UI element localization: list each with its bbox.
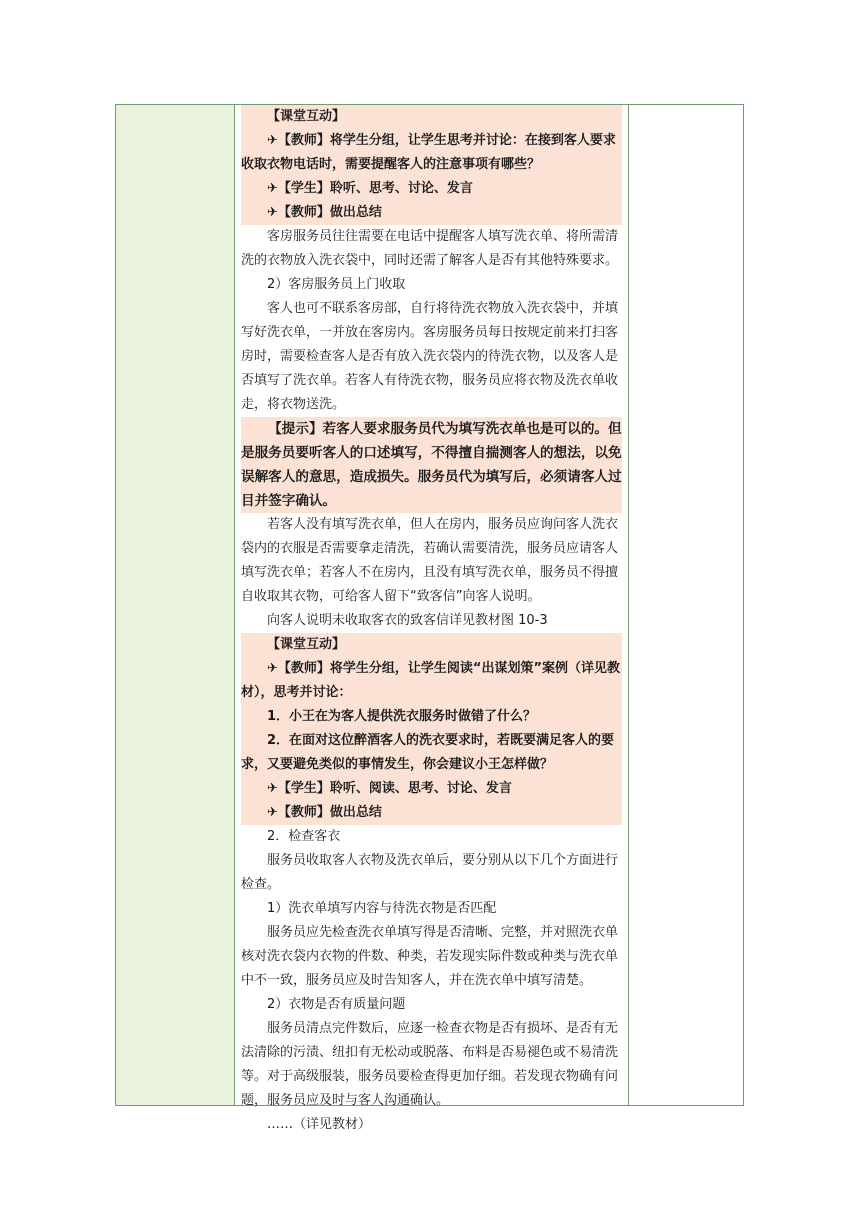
paragraph-text: 若客人没有填写洗衣单，但人在房内，服务员应询问客人洗衣袋内的衣服是否需要拿走清洗，若确认需要清洗，服务员应请客人填写洗衣单；若客人不在房内，且没有填写洗衣单，服务员不得擅自收取其衣物，可给客人留下“致客信”向客人说明。 bbox=[241, 517, 619, 604]
paragraph bbox=[241, 849, 622, 897]
paragraph-text: 1．小王在为客人提供洗衣服务时做错了什么？ bbox=[267, 709, 537, 724]
paragraph-text: 服务员收取客人衣物及洗衣单后，要分别从以下几个方面进行检查。 bbox=[241, 853, 619, 892]
plane-icon: ✈ bbox=[267, 181, 278, 196]
paragraph-text: 2）客房服务员上门收取 bbox=[267, 277, 406, 292]
plane-icon: ✈ bbox=[267, 805, 278, 820]
left-column bbox=[116, 105, 235, 1105]
paragraph-text: 【学生】聆听、阅读、思考、讨论、发言 bbox=[277, 781, 512, 796]
paragraph bbox=[241, 1113, 622, 1137]
plane-icon: ✈ bbox=[267, 781, 278, 796]
paragraph-text: 【提示】若客人要求服务员代为填写洗衣单也是可以的。但是服务员要听客人的口述填写，不得擅自揣测客人的想法，以免误解客人的意思，造成损失。服务员代为填写后，必须请客人过目并签字确认。 bbox=[241, 421, 622, 509]
paragraph bbox=[241, 897, 622, 921]
paragraph-text: 客人也可不联系客房部，自行将待洗衣物放入洗衣袋中，并填写好洗衣单，一并放在客房内。客房服务员每日按规定前来打扫客房时，需要检查客人是否有放入洗衣袋内的待洗衣物，以及客人是否填写了洗衣单。若客人有待洗衣物，服务员应将衣物及洗衣单收走，将衣物送洗。 bbox=[241, 301, 619, 412]
highlighted-paragraph bbox=[241, 417, 622, 513]
lesson-content bbox=[241, 105, 622, 1137]
paragraph bbox=[241, 825, 622, 849]
plane-icon: ✈ bbox=[267, 661, 278, 676]
paragraph-text: 向客人说明未收取客衣的致客信详见教材图 10-3 bbox=[267, 613, 548, 628]
paragraph-text: 【教师】做出总结 bbox=[277, 205, 382, 220]
paragraph-text: 服务员清点完件数后，应逐一检查衣物是否有损坏、是否有无法清除的污渍、纽扣有无松动或脱落、布料是否易褪色或不易清洗等。对于高级服装，服务员要检查得更加仔细。若发现衣物确有问题，服务员应及时与客人沟通确认。 bbox=[241, 1021, 619, 1108]
highlighted-paragraph bbox=[241, 129, 622, 177]
highlighted-paragraph bbox=[241, 801, 622, 825]
plane-icon: ✈ bbox=[267, 133, 278, 148]
paragraph-text: 【课堂互动】 bbox=[267, 109, 346, 124]
paragraph bbox=[241, 921, 622, 993]
paragraph bbox=[241, 1017, 622, 1113]
highlighted-paragraph bbox=[241, 777, 622, 801]
paragraph-text: 【课堂互动】 bbox=[267, 637, 346, 652]
highlighted-paragraph bbox=[241, 633, 622, 657]
paragraph bbox=[241, 273, 622, 297]
paragraph-text: 【教师】将学生分组，让学生阅读“出谋划策”案例（详见教材），思考并讨论： bbox=[241, 661, 620, 700]
paragraph bbox=[241, 225, 622, 273]
highlighted-paragraph bbox=[241, 657, 622, 705]
paragraph-text: ……（详见教材） bbox=[267, 1117, 372, 1132]
paragraph bbox=[241, 513, 622, 609]
plane-icon: ✈ bbox=[267, 205, 278, 220]
paragraph-text: 【学生】聆听、思考、讨论、发言 bbox=[277, 181, 473, 196]
paragraph-text: 客房服务员往往需要在电话中提醒客人填写洗衣单、将所需清洗的衣物放入洗衣袋中，同时还需了解客人是否有其他特殊要求。 bbox=[241, 229, 619, 268]
highlighted-paragraph bbox=[241, 105, 622, 129]
paragraph-text: 2．检查客衣 bbox=[267, 829, 341, 844]
paragraph-text: 【教师】做出总结 bbox=[277, 805, 382, 820]
paragraph bbox=[241, 609, 622, 633]
paragraph-text: 2）衣物是否有质量问题 bbox=[267, 997, 406, 1012]
paragraph-text: 【教师】将学生分组，让学生思考并讨论：在接到客人要求收取衣物电话时，需要提醒客人的注意事项有哪些？ bbox=[241, 133, 616, 172]
paragraph bbox=[241, 993, 622, 1017]
highlighted-paragraph bbox=[241, 729, 622, 777]
paragraph-text: 1）洗衣单填写内容与待洗衣物是否匹配 bbox=[267, 901, 497, 916]
highlighted-paragraph bbox=[241, 201, 622, 225]
right-column bbox=[628, 105, 743, 1105]
paragraph-text: 服务员应先检查洗衣单填写得是否清晰、完整，并对照洗衣单核对洗衣袋内衣物的件数、种类，若发现实际件数或种类与洗衣单中不一致，服务员应及时告知客人，并在洗衣单中填写清楚。 bbox=[241, 925, 619, 988]
paragraph-text: 2．在面对这位醉酒客人的洗衣要求时，若既要满足客人的要求，又要避免类似的事情发生，你会建议小王怎样做？ bbox=[241, 733, 615, 772]
highlighted-paragraph bbox=[241, 177, 622, 201]
paragraph bbox=[241, 297, 622, 417]
highlighted-paragraph bbox=[241, 705, 622, 729]
